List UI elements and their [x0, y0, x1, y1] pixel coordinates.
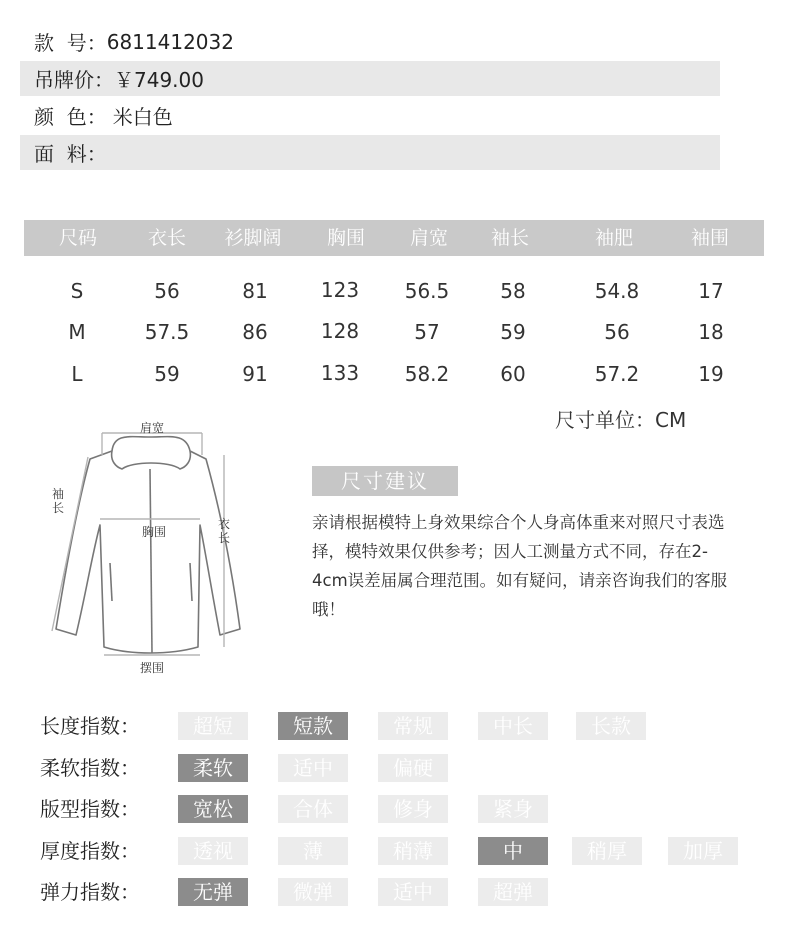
- elasticity-option-selected: 无弹: [178, 878, 248, 906]
- color-label: 颜 色：: [34, 105, 107, 129]
- length-label: 衣 长: [218, 517, 231, 545]
- softness-index-label: 柔软指数：: [40, 756, 140, 780]
- color-row: [20, 98, 720, 133]
- softness-option-selected: 柔软: [178, 754, 248, 782]
- thickness-option: 稍薄: [378, 837, 448, 865]
- garment-diagram: [40, 415, 260, 675]
- size-advice-text: 亲请根据模特上身效果综合个人身高体重来对照尺寸表选择，模特效果仅供参考；因人工测量方式不同，存在2-4cm误差届属合理范围。如有疑问，请亲咨询我们的客服哦！: [312, 513, 728, 619]
- style-number-label: 款 号：: [34, 31, 107, 55]
- style-number-value: 6811412032: [106, 29, 234, 54]
- color-value: 米白色: [112, 105, 173, 129]
- table-cell: 57.2: [594, 362, 640, 386]
- table-cell: 56.5: [404, 279, 450, 303]
- table-cell: 59: [500, 320, 526, 344]
- table-cell: 91: [242, 362, 268, 386]
- table-cell: 81: [242, 279, 268, 303]
- length-option: 超短: [178, 712, 248, 740]
- length-option-selected: 短款: [278, 712, 348, 740]
- size-table-header: [24, 220, 764, 256]
- table-cell: 60: [500, 362, 526, 386]
- thickness-option: 加厚: [668, 837, 738, 865]
- table-cell: 57: [414, 320, 440, 344]
- softness-option: 偏硬: [378, 754, 448, 782]
- table-cell: 58: [500, 279, 526, 303]
- tag-price-row: [20, 61, 720, 96]
- table-cell: 128: [320, 319, 360, 343]
- table-cell: 18: [698, 320, 724, 344]
- hem-label: 摆围: [140, 661, 165, 675]
- length-option: 常规: [378, 712, 448, 740]
- thickness-option: 稍厚: [572, 837, 642, 865]
- thickness-option-selected: 中: [478, 837, 548, 865]
- elasticity-index-label: 弹力指数：: [40, 880, 140, 904]
- table-cell: 56: [154, 279, 180, 303]
- header-shoulder: 肩宽: [409, 227, 449, 249]
- unit-note: 尺寸单位：CM: [555, 408, 687, 432]
- fit-option-selected: 宽松: [178, 795, 248, 823]
- style-number-row: [20, 24, 720, 59]
- elasticity-option: 适中: [378, 878, 448, 906]
- header-chest: 胸围: [326, 227, 366, 249]
- length-option: 中长: [478, 712, 548, 740]
- table-cell: 54.8: [594, 279, 640, 303]
- table-cell: 133: [320, 361, 360, 385]
- table-cell: 123: [320, 278, 360, 302]
- thickness-index-label: 厚度指数：: [40, 839, 140, 863]
- tag-price-label: 吊牌价：: [34, 68, 114, 92]
- table-cell: 19: [698, 362, 724, 386]
- shoulder-label: 肩宽: [140, 421, 165, 435]
- fit-option: 合体: [278, 795, 348, 823]
- elasticity-option: 微弹: [278, 878, 348, 906]
- thickness-option: 透视: [178, 837, 248, 865]
- table-cell: L: [71, 362, 83, 386]
- fit-option: 修身: [378, 795, 448, 823]
- table-cell: 59: [154, 362, 180, 386]
- header-size: 尺码: [58, 227, 98, 249]
- table-cell: M: [68, 320, 86, 344]
- header-sleeve-width: 袖肥: [594, 227, 634, 249]
- jacket-outline-illustration: [40, 415, 260, 675]
- header-length: 衣长: [147, 227, 187, 249]
- table-cell: 57.5: [144, 320, 190, 344]
- elasticity-option: 超弹: [478, 878, 548, 906]
- fabric-row: [20, 135, 720, 170]
- thickness-option: 薄: [278, 837, 348, 865]
- fit-option: 紧身: [478, 795, 548, 823]
- table-cell: 56: [604, 320, 630, 344]
- length-option: 长款: [576, 712, 646, 740]
- fabric-label: 面 料：: [34, 142, 107, 166]
- fit-index-label: 版型指数：: [40, 797, 140, 821]
- tag-price-value: ￥749.00: [114, 68, 204, 92]
- table-cell: 86: [242, 320, 268, 344]
- header-cuff: 袖围: [690, 227, 730, 249]
- softness-option: 适中: [278, 754, 348, 782]
- header-hem-width: 衫脚阔: [224, 227, 282, 249]
- table-cell: 17: [698, 279, 724, 303]
- sleeve-label: 袖 长: [52, 487, 65, 515]
- size-advice-title: 尺寸建议: [312, 466, 458, 496]
- table-cell: 58.2: [404, 362, 450, 386]
- header-sleeve-length: 袖长: [490, 227, 530, 249]
- table-cell: S: [70, 279, 84, 303]
- length-index-label: 长度指数：: [40, 714, 140, 738]
- chest-label: 胸围: [142, 525, 167, 539]
